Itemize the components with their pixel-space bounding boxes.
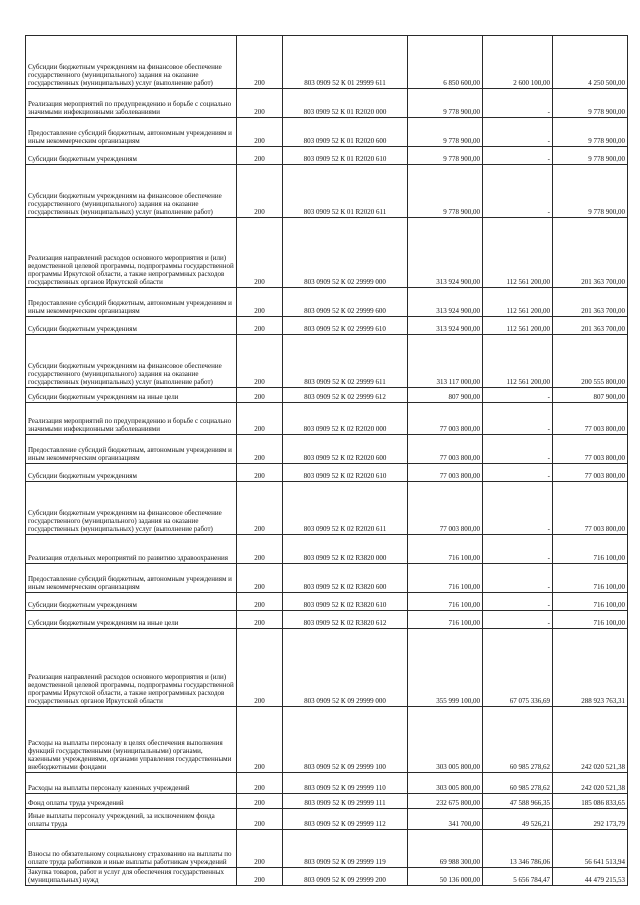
cell-approved: 355 999 100,00 xyxy=(408,629,483,707)
cell-budget-code: 803 0909 52 К 01 R2020 611 xyxy=(283,165,408,218)
cell-budget-code: 803 0909 52 К 02 29999 612 xyxy=(283,388,408,403)
table-row xyxy=(26,388,628,403)
cell-approved: 9 778 900,00 xyxy=(408,147,483,165)
cell-unexecuted: 201 363 700,00 xyxy=(553,317,628,335)
cell-name: Реализация направлений расходов основного мероприятия и (или) ведомственной целевой программы, подпрограммы государственной программы Иркутской области, а также непрограммных расходов государственных органов Иркутской области xyxy=(26,629,237,707)
cell-budget-code: 803 0909 52 К 02 29999 000 xyxy=(283,218,408,288)
cell-unexecuted: 9 778 900,00 xyxy=(553,118,628,147)
cell-unexecuted: 44 479 215,53 xyxy=(553,868,628,886)
cell-line-code: 200 xyxy=(237,707,283,773)
cell-executed: 60 985 278,62 xyxy=(483,773,553,794)
cell-name: Субсидии бюджетным учреждениям на финансовое обеспечение государственного (муниципального) задания на оказание государственных (муниципальных) услуг (выполнение работ) xyxy=(26,335,237,388)
cell-approved: 77 003 800,00 xyxy=(408,464,483,482)
cell-approved: 303 005 800,00 xyxy=(408,707,483,773)
cell-name: Реализация мероприятий по предупреждению и борьбе с социально значимыми инфекционными заболеваниями xyxy=(26,89,237,118)
cell-name: Закупка товаров, работ и услуг для обеспечения государственных (муниципальных) нужд xyxy=(26,868,237,886)
cell-line-code: 200 xyxy=(237,464,283,482)
cell-approved: 232 675 800,00 xyxy=(408,794,483,809)
cell-executed: - xyxy=(483,593,553,611)
table-row xyxy=(26,89,628,118)
cell-approved: 807 900,00 xyxy=(408,388,483,403)
cell-executed: 112 561 200,00 xyxy=(483,218,553,288)
cell-executed: 49 526,21 xyxy=(483,809,553,830)
cell-approved: 313 924 900,00 xyxy=(408,288,483,317)
table-row xyxy=(26,611,628,629)
cell-unexecuted: 77 003 800,00 xyxy=(553,464,628,482)
cell-name: Субсидии бюджетным учреждениям xyxy=(26,464,237,482)
cell-executed: - xyxy=(483,118,553,147)
cell-executed: 112 561 200,00 xyxy=(483,317,553,335)
table-row xyxy=(26,564,628,593)
cell-executed: 112 561 200,00 xyxy=(483,335,553,388)
table-row xyxy=(26,147,628,165)
cell-executed: - xyxy=(483,564,553,593)
cell-budget-code: 803 0909 52 К 09 29999 000 xyxy=(283,629,408,707)
cell-unexecuted: 9 778 900,00 xyxy=(553,89,628,118)
cell-line-code: 200 xyxy=(237,868,283,886)
cell-line-code: 200 xyxy=(237,317,283,335)
table-row xyxy=(26,629,628,707)
cell-approved: 9 778 900,00 xyxy=(408,118,483,147)
cell-line-code: 200 xyxy=(237,482,283,535)
cell-unexecuted: 9 778 900,00 xyxy=(553,165,628,218)
cell-budget-code: 803 0909 52 К 02 R3820 000 xyxy=(283,535,408,564)
cell-name: Субсидии бюджетным учреждениям xyxy=(26,317,237,335)
cell-unexecuted: 9 778 900,00 xyxy=(553,147,628,165)
cell-name: Расходы на выплаты персоналу казенных учреждений xyxy=(26,773,237,794)
cell-line-code: 200 xyxy=(237,36,283,89)
cell-approved: 313 117 000,00 xyxy=(408,335,483,388)
cell-budget-code: 803 0909 52 К 02 29999 610 xyxy=(283,317,408,335)
table-row xyxy=(26,482,628,535)
cell-unexecuted: 201 363 700,00 xyxy=(553,218,628,288)
cell-unexecuted: 242 020 521,38 xyxy=(553,707,628,773)
cell-line-code: 200 xyxy=(237,435,283,464)
cell-unexecuted: 77 003 800,00 xyxy=(553,482,628,535)
cell-line-code: 200 xyxy=(237,147,283,165)
cell-executed: - xyxy=(483,89,553,118)
cell-budget-code: 803 0909 52 К 09 29999 100 xyxy=(283,707,408,773)
cell-name: Субсидии бюджетным учреждениям на финансовое обеспечение государственного (муниципального) задания на оказание государственных (муниципальных) услуг (выполнение работ) xyxy=(26,36,237,89)
cell-unexecuted: 4 250 500,00 xyxy=(553,36,628,89)
cell-approved: 313 924 900,00 xyxy=(408,218,483,288)
cell-executed: - xyxy=(483,611,553,629)
cell-budget-code: 803 0909 52 К 02 R2020 610 xyxy=(283,464,408,482)
cell-name: Расходы на выплаты персоналу в целях обеспечения выполнения функций государственными (муниципальными) органами, казенными учреждениями, органами управления государственными внебюджетными фондами xyxy=(26,707,237,773)
cell-line-code: 200 xyxy=(237,629,283,707)
cell-approved: 6 850 600,00 xyxy=(408,36,483,89)
cell-name: Иные выплаты персоналу учреждений, за исключением фонда оплаты труда xyxy=(26,809,237,830)
cell-unexecuted: 716 100,00 xyxy=(553,564,628,593)
cell-name: Субсидии бюджетным учреждениям на финансовое обеспечение государственного (муниципального) задания на оказание государственных (муниципальных) услуг (выполнение работ) xyxy=(26,482,237,535)
cell-approved: 716 100,00 xyxy=(408,611,483,629)
cell-name: Взносы по обязательному социальному страхованию на выплаты по оплате труда работников и иные выплаты работникам учреждений xyxy=(26,830,237,868)
budget-execution-table xyxy=(25,35,628,886)
cell-unexecuted: 716 100,00 xyxy=(553,611,628,629)
cell-unexecuted: 201 363 700,00 xyxy=(553,288,628,317)
table-row xyxy=(26,773,628,794)
table-row xyxy=(26,165,628,218)
cell-executed: - xyxy=(483,388,553,403)
table-row xyxy=(26,868,628,886)
cell-approved: 716 100,00 xyxy=(408,535,483,564)
cell-approved: 9 778 900,00 xyxy=(408,89,483,118)
cell-name: Предоставление субсидий бюджетным, автономным учреждениям и иным некоммерческим организациям xyxy=(26,564,237,593)
table-body xyxy=(26,36,628,886)
cell-approved: 716 100,00 xyxy=(408,564,483,593)
cell-approved: 303 005 800,00 xyxy=(408,773,483,794)
table-row xyxy=(26,403,628,435)
cell-line-code: 200 xyxy=(237,403,283,435)
cell-line-code: 200 xyxy=(237,611,283,629)
cell-budget-code: 803 0909 52 К 09 29999 112 xyxy=(283,809,408,830)
table-row xyxy=(26,317,628,335)
cell-budget-code: 803 0909 52 К 02 R3820 600 xyxy=(283,564,408,593)
cell-executed: - xyxy=(483,147,553,165)
cell-line-code: 200 xyxy=(237,809,283,830)
cell-name: Субсидии бюджетным учреждениям xyxy=(26,147,237,165)
table-row xyxy=(26,794,628,809)
cell-approved: 313 924 900,00 xyxy=(408,317,483,335)
cell-name: Реализация направлений расходов основного мероприятия и (или) ведомственной целевой программы, подпрограммы государственной программы Иркутской области, а также непрограммных расходов государственных органов Иркутской области xyxy=(26,218,237,288)
cell-approved: 716 100,00 xyxy=(408,593,483,611)
cell-budget-code: 803 0909 52 К 02 29999 611 xyxy=(283,335,408,388)
cell-line-code: 200 xyxy=(237,794,283,809)
cell-budget-code: 803 0909 52 К 01 R2020 600 xyxy=(283,118,408,147)
cell-budget-code: 803 0909 52 К 09 29999 111 xyxy=(283,794,408,809)
cell-budget-code: 803 0909 52 К 01 R2020 000 xyxy=(283,89,408,118)
table-row xyxy=(26,335,628,388)
cell-executed: 112 561 200,00 xyxy=(483,288,553,317)
cell-executed: 60 985 278,62 xyxy=(483,707,553,773)
cell-name: Предоставление субсидий бюджетным, автономным учреждениям и иным некоммерческим организациям xyxy=(26,435,237,464)
cell-executed: - xyxy=(483,464,553,482)
cell-executed: - xyxy=(483,435,553,464)
cell-executed: - xyxy=(483,535,553,564)
cell-approved: 69 988 300,00 xyxy=(408,830,483,868)
cell-line-code: 200 xyxy=(237,564,283,593)
cell-line-code: 200 xyxy=(237,89,283,118)
cell-executed: 2 600 100,00 xyxy=(483,36,553,89)
cell-executed: 67 075 336,69 xyxy=(483,629,553,707)
table-row xyxy=(26,118,628,147)
table-row xyxy=(26,593,628,611)
cell-line-code: 200 xyxy=(237,118,283,147)
table-row xyxy=(26,830,628,868)
cell-unexecuted: 716 100,00 xyxy=(553,535,628,564)
cell-unexecuted: 288 923 763,31 xyxy=(553,629,628,707)
cell-approved: 77 003 800,00 xyxy=(408,435,483,464)
cell-name: Субсидии бюджетным учреждениям xyxy=(26,593,237,611)
cell-name: Реализация отдельных мероприятий по развитию здравоохранения xyxy=(26,535,237,564)
cell-approved: 341 700,00 xyxy=(408,809,483,830)
cell-line-code: 200 xyxy=(237,830,283,868)
cell-unexecuted: 185 086 833,65 xyxy=(553,794,628,809)
cell-name: Субсидии бюджетным учреждениям на иные цели xyxy=(26,611,237,629)
cell-executed: 47 588 966,35 xyxy=(483,794,553,809)
cell-executed: - xyxy=(483,165,553,218)
cell-unexecuted: 807 900,00 xyxy=(553,388,628,403)
cell-name: Предоставление субсидий бюджетным, автономным учреждениям и иным некоммерческим организациям xyxy=(26,118,237,147)
cell-line-code: 200 xyxy=(237,773,283,794)
cell-unexecuted: 242 020 521,38 xyxy=(553,773,628,794)
cell-budget-code: 803 0909 52 К 02 R2020 000 xyxy=(283,403,408,435)
cell-unexecuted: 77 003 800,00 xyxy=(553,435,628,464)
table-row xyxy=(26,535,628,564)
cell-unexecuted: 200 555 800,00 xyxy=(553,335,628,388)
cell-approved: 50 136 000,00 xyxy=(408,868,483,886)
table-row xyxy=(26,464,628,482)
cell-line-code: 200 xyxy=(237,288,283,317)
cell-approved: 9 778 900,00 xyxy=(408,165,483,218)
cell-budget-code: 803 0909 52 К 02 R2020 611 xyxy=(283,482,408,535)
cell-budget-code: 803 0909 52 К 02 R3820 610 xyxy=(283,593,408,611)
cell-line-code: 200 xyxy=(237,593,283,611)
cell-budget-code: 803 0909 52 К 02 R3820 612 xyxy=(283,611,408,629)
cell-unexecuted: 77 003 800,00 xyxy=(553,403,628,435)
cell-executed: 13 346 786,06 xyxy=(483,830,553,868)
table-row xyxy=(26,218,628,288)
cell-budget-code: 803 0909 52 К 09 29999 119 xyxy=(283,830,408,868)
cell-budget-code: 803 0909 52 К 09 29999 200 xyxy=(283,868,408,886)
cell-approved: 77 003 800,00 xyxy=(408,403,483,435)
cell-approved: 77 003 800,00 xyxy=(408,482,483,535)
cell-name: Реализация мероприятий по предупреждению и борьбе с социально значимыми инфекционными заболеваниями xyxy=(26,403,237,435)
cell-executed: - xyxy=(483,482,553,535)
cell-name: Субсидии бюджетным учреждениям на финансовое обеспечение государственного (муниципального) задания на оказание государственных (муниципальных) услуг (выполнение работ) xyxy=(26,165,237,218)
cell-budget-code: 803 0909 52 К 09 29999 110 xyxy=(283,773,408,794)
cell-line-code: 200 xyxy=(237,388,283,403)
cell-budget-code: 803 0909 52 К 02 R2020 600 xyxy=(283,435,408,464)
cell-line-code: 200 xyxy=(237,335,283,388)
cell-budget-code: 803 0909 52 К 01 R2020 610 xyxy=(283,147,408,165)
table-row xyxy=(26,707,628,773)
cell-executed: - xyxy=(483,403,553,435)
cell-line-code: 200 xyxy=(237,535,283,564)
cell-executed: 5 656 784,47 xyxy=(483,868,553,886)
cell-budget-code: 803 0909 52 К 01 29999 611 xyxy=(283,36,408,89)
cell-budget-code: 803 0909 52 К 02 29999 600 xyxy=(283,288,408,317)
table-row xyxy=(26,288,628,317)
cell-name: Субсидии бюджетным учреждениям на иные цели xyxy=(26,388,237,403)
cell-unexecuted: 716 100,00 xyxy=(553,593,628,611)
cell-line-code: 200 xyxy=(237,165,283,218)
cell-name: Фонд оплаты труда учреждений xyxy=(26,794,237,809)
table-row xyxy=(26,36,628,89)
cell-name: Предоставление субсидий бюджетным, автономным учреждениям и иным некоммерческим организациям xyxy=(26,288,237,317)
cell-unexecuted: 56 641 513,94 xyxy=(553,830,628,868)
table-row xyxy=(26,435,628,464)
cell-line-code: 200 xyxy=(237,218,283,288)
cell-unexecuted: 292 173,79 xyxy=(553,809,628,830)
table-row xyxy=(26,809,628,830)
